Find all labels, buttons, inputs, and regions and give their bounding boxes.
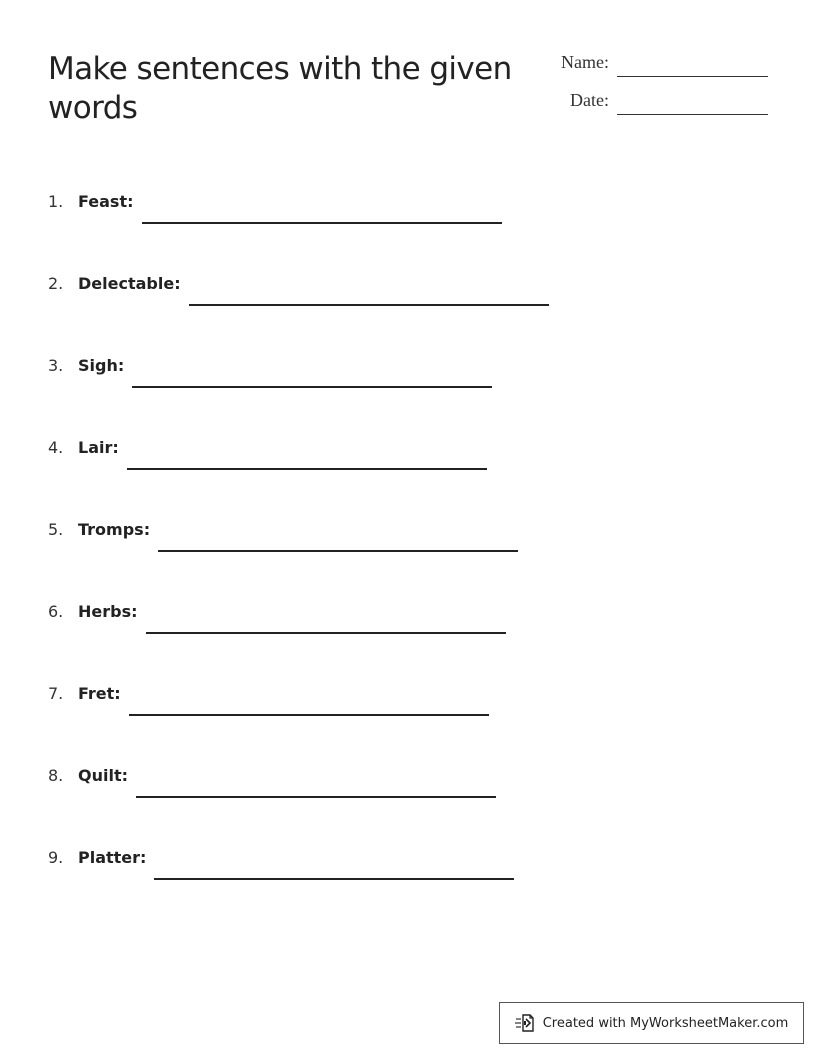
question-item <box>48 764 608 846</box>
question-word: Sigh: <box>78 356 125 375</box>
question-number: 2. <box>48 274 64 293</box>
question-item <box>48 682 608 764</box>
answer-line[interactable] <box>132 386 492 388</box>
answer-line[interactable] <box>158 550 518 552</box>
answer-line[interactable] <box>142 222 502 224</box>
question-number: 7. <box>48 684 64 703</box>
worksheet-title: Make sentences with the given words <box>48 51 512 126</box>
date-field <box>540 88 768 118</box>
answer-line[interactable] <box>189 304 549 306</box>
name-label: Name: <box>561 52 609 72</box>
question-word: Fret: <box>78 684 121 703</box>
answer-line[interactable] <box>154 878 514 880</box>
question-item <box>48 354 608 436</box>
question-number: 5. <box>48 520 64 539</box>
question-item <box>48 190 608 272</box>
question-word: Herbs: <box>78 602 138 621</box>
answer-line[interactable] <box>129 714 489 716</box>
question-number: 4. <box>48 438 64 457</box>
question-word: Lair: <box>78 438 119 457</box>
question-word: Platter: <box>78 848 147 867</box>
footer-credit-text: Created with MyWorksheetMaker.com <box>542 1015 789 1031</box>
question-number: 6. <box>48 602 64 621</box>
date-write-line[interactable] <box>617 114 768 115</box>
answer-line[interactable] <box>127 468 487 470</box>
footer-credit-box[interactable] <box>499 1002 804 1044</box>
question-word: Quilt: <box>78 766 129 785</box>
name-write-line[interactable] <box>617 76 768 77</box>
question-item <box>48 436 608 518</box>
question-list <box>48 190 608 928</box>
question-word: Feast: <box>78 192 134 211</box>
question-number: 1. <box>48 192 64 211</box>
question-word: Tromps: <box>78 520 151 539</box>
question-word: Delectable: <box>78 274 181 293</box>
question-item <box>48 518 608 600</box>
answer-line[interactable] <box>136 796 496 798</box>
worksheet-maker-logo-icon <box>515 1013 535 1033</box>
question-number: 3. <box>48 356 64 375</box>
date-label: Date: <box>570 90 609 110</box>
question-number: 9. <box>48 848 64 867</box>
answer-line[interactable] <box>146 632 506 634</box>
question-item <box>48 272 608 354</box>
question-number: 8. <box>48 766 64 785</box>
name-field <box>540 50 768 80</box>
question-item <box>48 846 608 928</box>
question-item <box>48 600 608 682</box>
